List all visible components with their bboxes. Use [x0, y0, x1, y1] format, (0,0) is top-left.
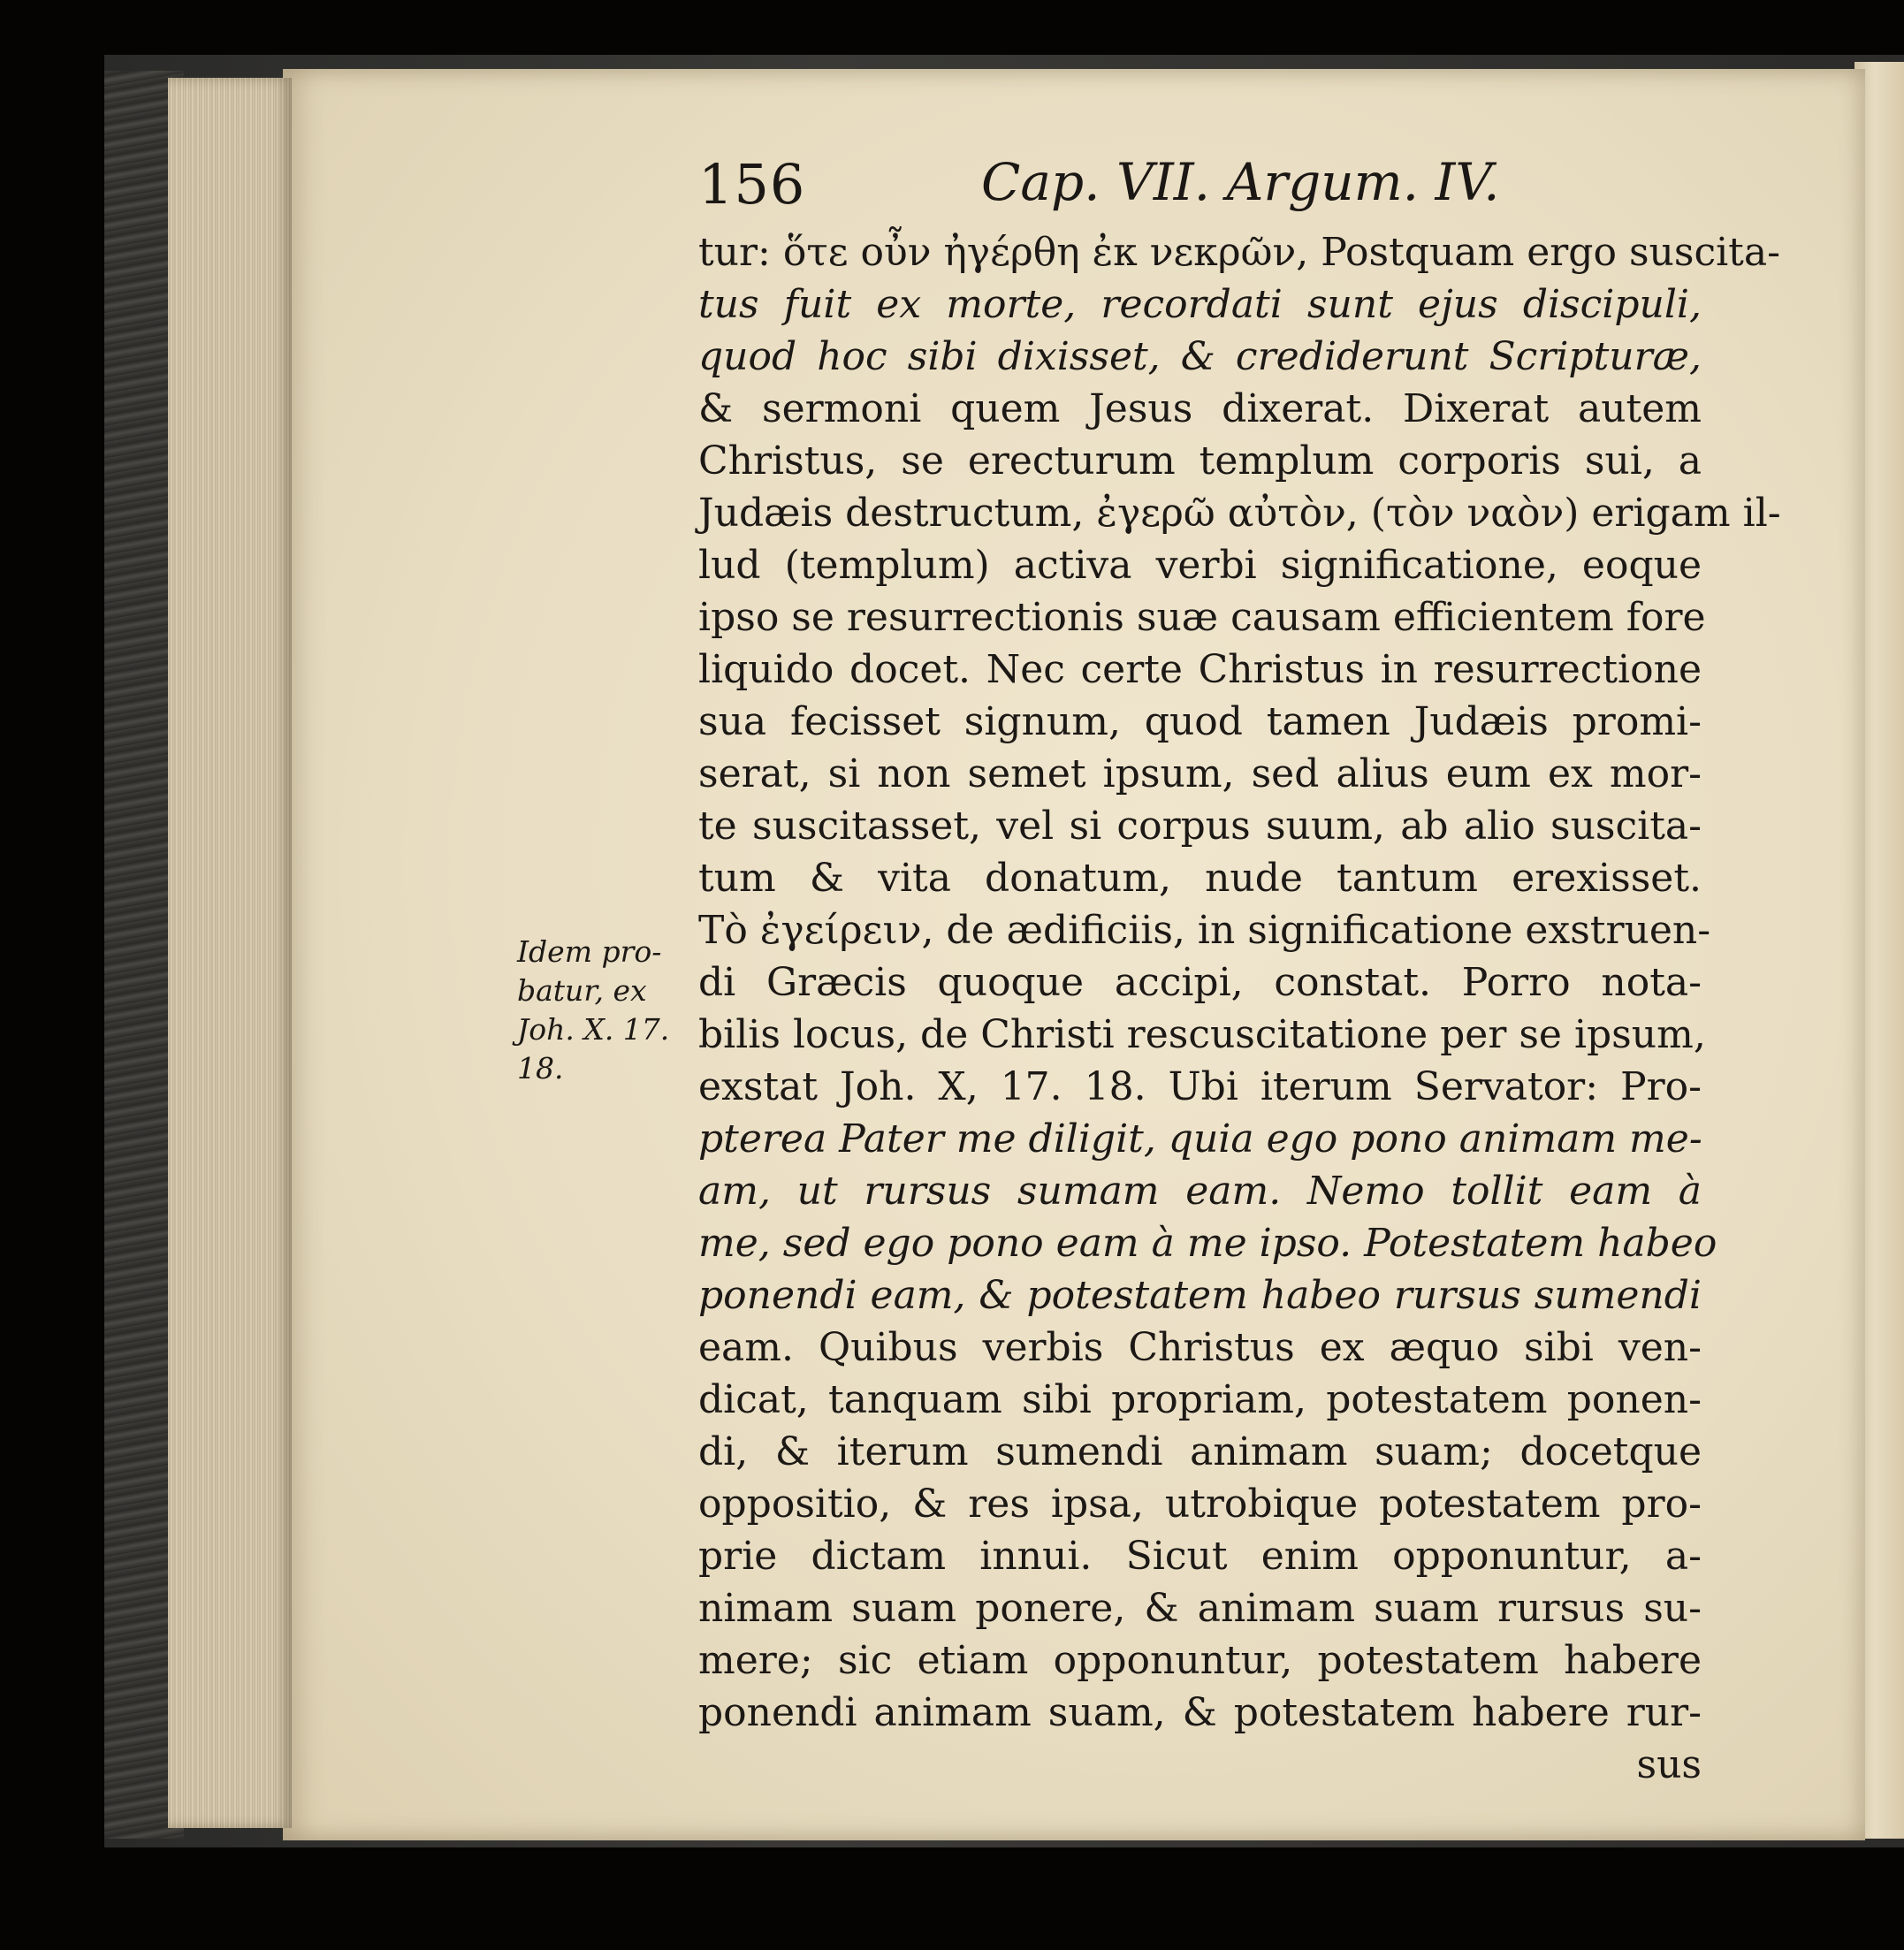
text-line: te suscitasset, vel si corpus suum, ab alio suscita-: [698, 804, 1702, 849]
text-line: Christus, se erecturum templum corporis sui, a: [698, 438, 1702, 484]
text-line: di, & iterum sumendi animam suam; docetque: [698, 1429, 1702, 1474]
body-text: [698, 226, 1781, 1791]
text-line: tur: ὅτε οὖν ἠγέρθη ἐκ νεκρῶν, Postquam ergo suscita-: [698, 230, 1780, 275]
margin-note-line: Joh. X. 17.: [517, 1012, 670, 1047]
text-line: nimam suam ponere, & animam suam rursus su-: [698, 1586, 1702, 1631]
margin-note-line: Idem pro-: [517, 934, 662, 969]
text-line: Judæis destructum, ἐγερῶ αὐτὸν, (τὸν ναὸν) erigam il-: [698, 491, 1781, 536]
text-line: ponendi animam suam, & potestatem habere rur-: [698, 1690, 1702, 1735]
page-header: [0, 152, 1904, 232]
running-head: Cap. VII. Argum. IV.: [981, 152, 1500, 212]
text-line: & sermoni quem Jesus dixerat. Dixerat autem: [698, 386, 1702, 431]
text-line: sua fecisset signum, quod tamen Judæis promi-: [698, 699, 1702, 744]
page-edges: [168, 78, 292, 1828]
text-line: di Græcis quoque accipi, constat. Porro nota-: [698, 960, 1702, 1005]
text-line: oppositio, & res ipsa, utrobique potestatem pro-: [698, 1482, 1702, 1527]
text-line: tus fuit ex morte, recordati sunt ejus discipuli,: [698, 282, 1702, 327]
text-line: Τὸ ἐγείρειν, de ædificiis, in significatione exstruen-: [698, 908, 1711, 953]
text-line: ipso se resurrectionis suæ causam efficientem fore: [698, 595, 1706, 640]
page-number: 156: [698, 152, 806, 217]
text-line: bilis locus, de Christi rescuscitatione per se ipsum,: [698, 1012, 1706, 1057]
text-line: me, sed ego pono eam à me ipso. Potestatem habeo: [698, 1221, 1717, 1266]
text-line: serat, si non semet ipsum, sed alius eum ex mor-: [698, 751, 1702, 796]
margin-note: [517, 933, 703, 1088]
text-line: pterea Pater me diligit, quia ego pono animam me-: [698, 1116, 1702, 1162]
text-line: am, ut rursus sumam eam. Nemo tollit eam à: [698, 1169, 1702, 1214]
catchword: sus: [1636, 1742, 1702, 1787]
text-line: lud (templum) activa verbi significatione, eoque: [698, 543, 1702, 588]
text-line: tum & vita donatum, nude tantum erexisset.: [698, 856, 1702, 901]
margin-note-line: batur, ex: [517, 973, 647, 1008]
text-line: mere; sic etiam opponuntur, potestatem habere: [698, 1638, 1702, 1683]
text-line: liquido docet. Nec certe Christus in resurrectione: [698, 647, 1702, 692]
margin-note-line: 18.: [517, 1051, 564, 1085]
text-line: eam. Quibus verbis Christus ex æquo sibi ven-: [698, 1325, 1702, 1370]
text-line: dicat, tanquam sibi propriam, potestatem ponen-: [698, 1377, 1702, 1422]
text-line: quod hoc sibi dixisset, & crediderunt Scripturæ,: [698, 334, 1702, 379]
text-line: prie dictam innui. Sicut enim opponuntur, a-: [698, 1534, 1702, 1579]
text-line: ponendi eam, & potestatem habeo rursus sumendi: [698, 1273, 1702, 1318]
text-line: exstat Joh. X, 17. 18. Ubi iterum Servator: Pro-: [698, 1064, 1702, 1109]
